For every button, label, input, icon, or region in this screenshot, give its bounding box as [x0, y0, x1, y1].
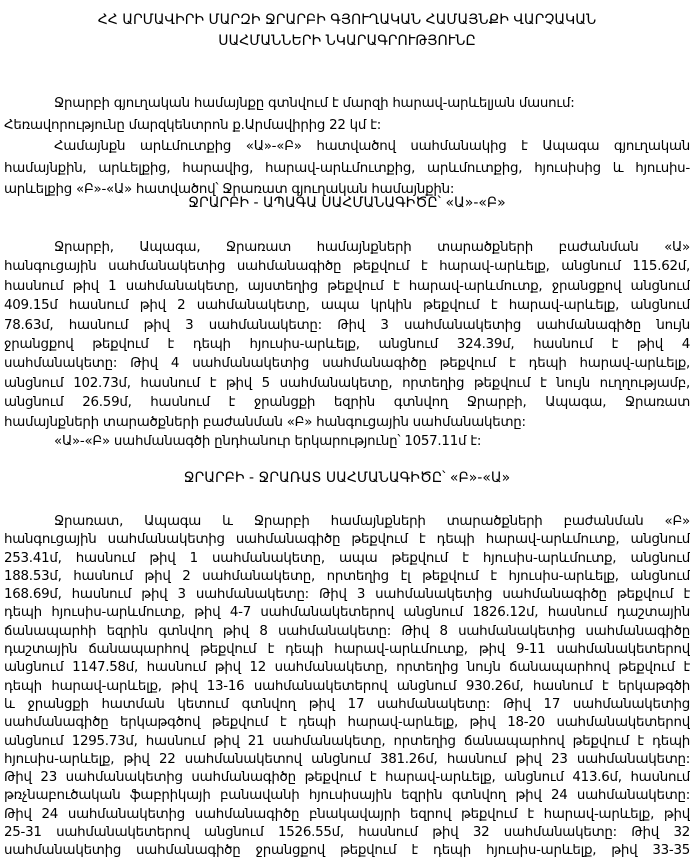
text-line: անցնում 102.73մ, հասնում է թիվ 5 սահմանակետը, որտեղից թեքվում է նույն ուղղությամբ,: [4, 375, 690, 391]
text-line: Ջրառատ, Ապագա և Ջրարբի համայնքների տարածքների բաժանման «Բ»: [54, 514, 690, 529]
total-length-line: «Ա»-«Բ» սահմանագծի ընդհանուր երկարությունը՝ 1057.11մ է:: [54, 434, 482, 450]
text-line: Ջրարբի գյուղական համայնքը գտնվում է մարզի հարավ-արևելյան մասում:: [54, 96, 575, 111]
text-line: արևելքից «Բ»-«Ա» հատվածով՝ Ջրառատ գյուղական համայնքին:: [4, 182, 455, 197]
text-line: 253.41մ, հասնում թիվ 1 սահմանակետը, ապա թեքվում է հյուսիս-արևմուտք, անցնում: [4, 550, 690, 566]
text-line: հանգուցային սահմանակետից սահմանագիծը թեքվում է հարավ-արևելք, անցնում 115.62մ,: [4, 259, 690, 275]
text-line: սահմանագիծը երկաթգծով թեքվում է դեպի հարավ-արևելք, թիվ 18-20 սահմանակետերով: [4, 715, 690, 731]
text-line: համայնքին, արևելքից, հարավից, հարավ-արևմուտքից, արևմուտքից, հյուսիսից և հյուսիս-: [4, 160, 690, 176]
text-line: սահմանակետից սահմանագիծը ջրանցքով թեքվում է դեպի հյուսիս-արևելք, թիվ 33-35: [4, 843, 690, 859]
text-line: Թիվ 23 սահմանակետից սահմանագիծը թեքվում է հարավ-արևելք, անցնում 413.6մ, հասնում: [4, 770, 690, 786]
text-line: հանգուցային սահմանակետից սահմանագիծը թեքվում է դեպի հարավ-արևմուտք, անցնում: [4, 532, 690, 548]
section1-heading: [4, 193, 690, 214]
text-line: 168.69մ, հասնում թիվ 3 սահմանակետը: Թիվ 3 սահմանակետից սահմանագիծը թեքվում է: [4, 587, 690, 603]
text-line: Համայնքն արևմուտքից «Ա»-«Բ» հատվածով սահմանակից է Ապագա գյուղական: [54, 139, 690, 154]
text-line: ջրանցքով թեքվում է դեպի հյուսիս-արևելք, անցնում 324.39մ, հասնում է թիվ 4: [4, 337, 690, 353]
text-line: անցնում 1295.73մ, հասնում թիվ 21 սահմանակետը, որտեղից ճանապարհով թեքվում է դեպի: [4, 733, 690, 749]
text-line: հասնում թիվ 1 սահմանակետը, այստեղից թեքվում է հարավ-արևմուտք, ջրանցքով անցնում: [4, 278, 690, 294]
text-line: համայնքների տարածքների բաժանման «Բ» հանգուցային սահմանակետը:: [4, 414, 526, 430]
text-line: հյուսիս-արևելք, թիվ 22 սահմանակետով անցնում 381.26մ, հասնում թիվ 23 սահմանակետը:: [4, 751, 690, 767]
section1-paragraph: [4, 238, 690, 451]
text-line: անցնում 1147.58մ, հասնում թիվ 12 սահմանակետը, որտեղից նույն ճանապարհով թեքվում է: [4, 660, 690, 676]
text-line: Թիվ 24 սահմանակետից սահմանագիծը բնակավայրի եզրով թեքվում է հարավ-արևելք, թիվ: [4, 806, 690, 822]
text-line: 25-31 սահմանակետերով անցնում 1526.55մ, հասնում թիվ 32 սահմանակետը: Թիվ 32: [4, 825, 690, 841]
text-line: դեպի հյուսիս-արևմուտք, թիվ 4-7 սահմանակետերով անցնում 1826.12մ, հասնում դաշտային: [4, 605, 690, 621]
text-line: դաշտային ճանապարհով թեքվում է դեպի հարավ-արևմուտք, թիվ 9-11 սահմանակետերով: [4, 642, 690, 658]
text-line: 409.15մ հասնում թիվ 2 սահմանակետը, ապա կրկին թեքվում է հարավ-արևելք, անցնում: [4, 298, 690, 314]
text-line: 188.53մ, հասնում թիվ 2 սահմանակետը, որտեղից էլ թեքվում է հյուսիս-արևելք, անցնում: [4, 568, 690, 584]
heading-text: ՋՐԱՐԲԻ - ՋՐԱՌԱՏ ՍԱՀՄԱՆԱԳԻԾԸ՝ «Բ»-«Ա»: [183, 470, 511, 486]
text-line: սահմանակետը: Թիվ 4 սահմանակետից սահմանագիծը թեքվում է դեպի հարավ-արևելք,: [4, 356, 690, 372]
text-line: Ջրարբի, Ապագա, Ջրառատ համայնքների տարածքների բաժանման «Ա»: [54, 240, 690, 255]
title-line: ՍԱՀՄԱՆՆԵՐԻ ՆԿԱՐԱԳՐՈՒԹՅՈՒՆԸ: [218, 33, 476, 49]
text-line: 78.63մ, հասնում թիվ 3 սահմանակետը: Թիվ 3 սահմանակետից սահմանագիծը նույն: [4, 317, 690, 333]
text-line: Հեռավորությունը մարզկենտրոն ք.Արմավիրից 22 կմ է:: [4, 117, 382, 133]
document-title: [4, 10, 690, 52]
text-line: ճանապարհի եզրին գտնվող թիվ 8 սահմանակետը: Թիվ 8 սահմանակետից սահմանագիծը: [4, 623, 690, 639]
heading-text: ՋՐԱՐԲԻ - ԱՊԱԳԱ ՍԱՀՄԱՆԱԳԻԾԸ՝ «Ա»-«Բ»: [188, 195, 506, 211]
text-line: թռչնաբուծական ֆաբրիկայի բանավանի հյուսիսային եզրին գտնվող թիվ 24 սահմանակետը:: [4, 788, 690, 804]
text-line: դեպի հարավ-արևելք, թիվ 13-16 սահմանակետերով անցնում 930.26մ, հասնում է երկաթգծի: [4, 678, 690, 694]
title-line: ՀՀ ԱՐՄԱՎԻՐԻ ՄԱՐԶԻ ՋՐԱՐԲԻ ԳՅՈՒՂԱԿԱՆ ՀԱՄԱՅՆՔԻ ՎԱՐՉԱԿԱՆ: [97, 12, 597, 28]
intro-paragraph: [4, 93, 690, 201]
text-line: և ջրանցքի հատման կետում գտնվող թիվ 17 սահմանակետը: Թիվ 17 սահմանակետից: [4, 696, 690, 712]
section2-heading: [4, 468, 690, 489]
section2-paragraph: [4, 513, 690, 861]
text-line: անցնում 26.59մ, հասնում է ջրանցքի եզրին գտնվող Ջրարբի, Ապագա, Ջրառատ: [4, 395, 690, 411]
